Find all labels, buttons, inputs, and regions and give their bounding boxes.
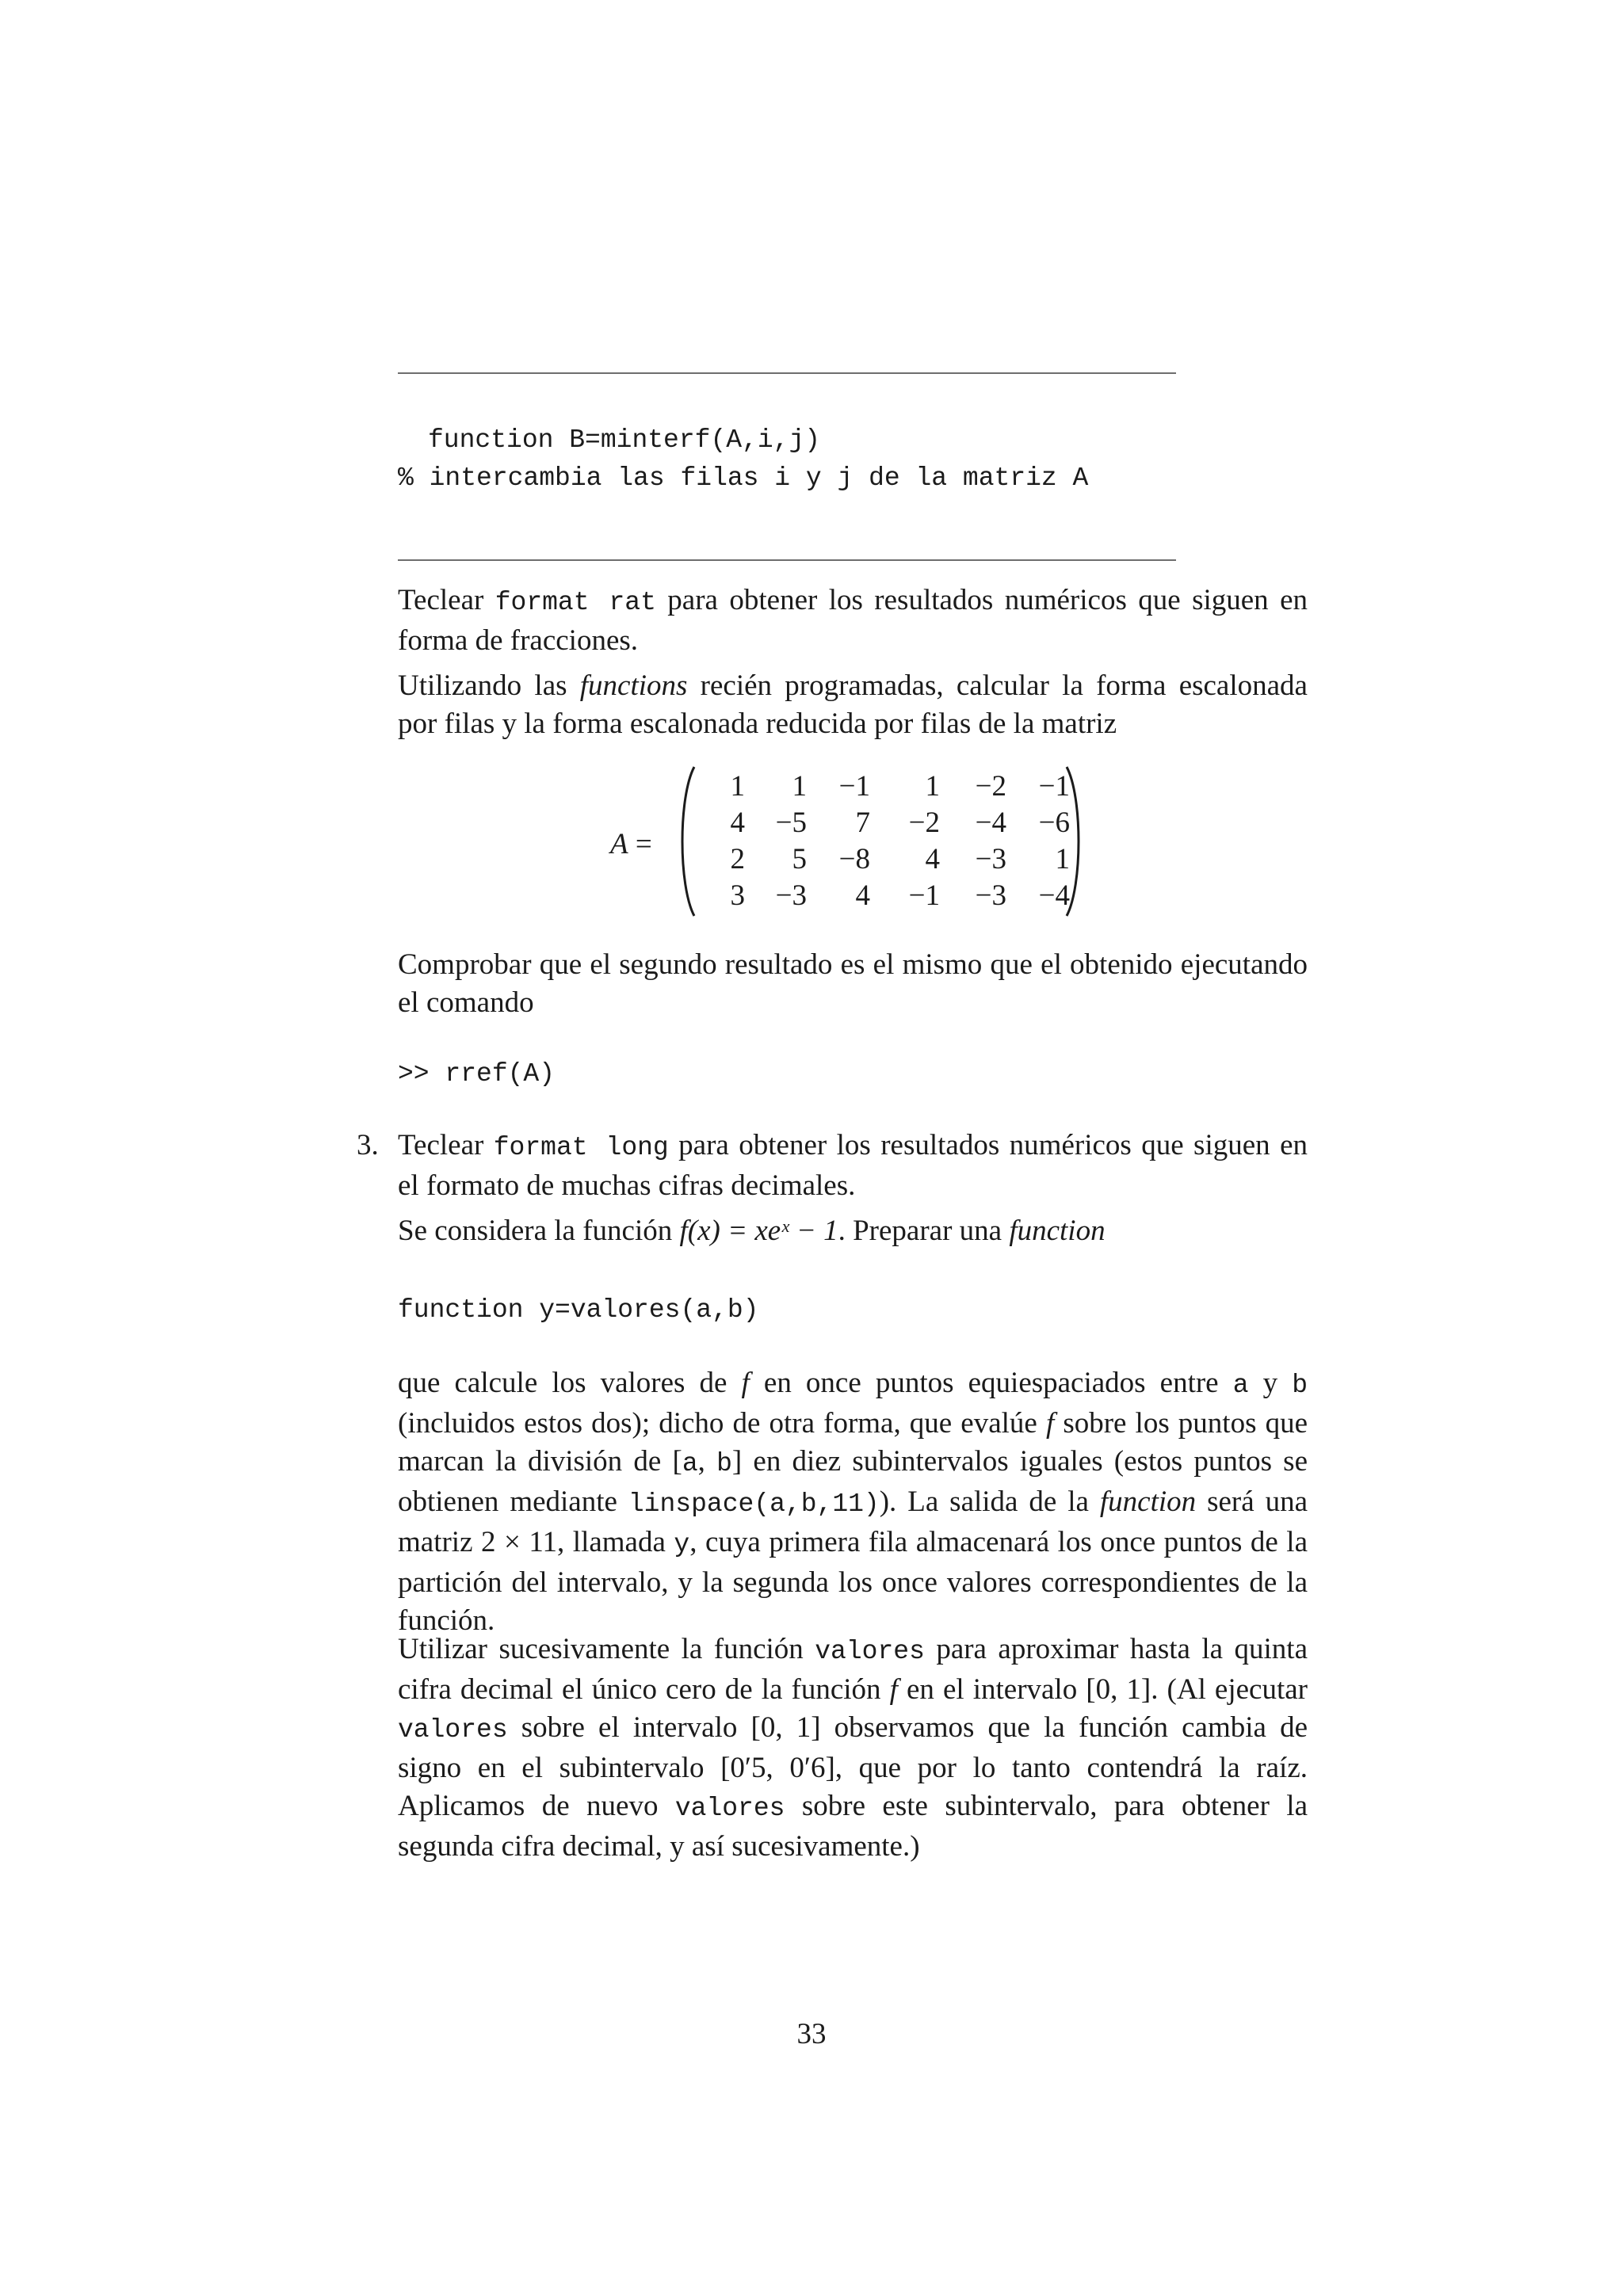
paragraph-utilizar: Utilizar sucesivamente la función valores para aproximar hasta la quinta cifra decimal el único cero de la función f en el intervalo [0, 1]. (Al ejecutar valores sobre el intervalo [0, 1] observamos que la función cambia de signo en el subintervalo [0′5, 0′6], que por lo tanto contendrá la raíz. Aplicamos de nuevo valores sobre este subintervalo, para obtener la segunda cifra decimal, y así sucesivamente.) <box>398 1633 1308 1863</box>
matrix-cell: −2 <box>908 807 940 839</box>
matrix-cell: 3 <box>730 879 745 912</box>
paragraph-comprobar: Comprobar que el segundo resultado es el mismo que el obtenido ejecutando el comando <box>398 948 1308 1019</box>
paragraph-functions: Utilizando las functions recién programadas, calcular la forma escalonada por filas y la forma escalonada reducida por filas de la matriz <box>398 669 1308 740</box>
matrix-cell: −3 <box>975 843 1006 875</box>
paragraph-se-considera: Se considera la función f(x) = xeˣ − 1. Preparar una function <box>398 1215 1106 1247</box>
inline-code-format-rat: format rat <box>495 588 656 617</box>
matrix-cell: −6 <box>1038 807 1070 839</box>
matrix-cell: 4 <box>925 843 940 875</box>
matrix-cell: −3 <box>975 879 1006 912</box>
matrix-cell: −1 <box>838 770 870 803</box>
code-valores: function y=valores(a,b) <box>398 1295 759 1325</box>
matrix-cell: 1 <box>1055 843 1070 875</box>
paragraph-que-calcule: que calcule los valores de f en once puntos equiespaciados entre a y b (incluidos estos dos); dicho de otra forma, que evalúe f sobre los puntos que marcan la división de [a, b] en diez subintervalos iguales (estos puntos se obtienen mediante linspace(a,b,11)). La salida de la function será una matriz 2 × 11, llamada y, cuya primera fila almacenará los once puntos de la partición del intervalo, y la segunda los once valores correspondientes de la función. <box>398 1367 1308 1637</box>
code-line-comment: % intercambia las filas i y j de la matriz A <box>398 463 1089 493</box>
paragraph-format-rat: Teclear format rat para obtener los resultados numéricos que siguen en forma de fracciones. <box>398 584 1308 657</box>
matrix-cell: 4 <box>855 879 870 912</box>
matrix-cell: 1 <box>925 770 940 803</box>
matrix-cell: −4 <box>975 807 1006 839</box>
matrix-cell: −8 <box>838 843 870 875</box>
matrix-a <box>610 765 1102 924</box>
matrix-cell: 1 <box>792 770 807 803</box>
matrix-cell: 5 <box>792 843 807 875</box>
matrix-cell: 1 <box>730 770 745 803</box>
matrix-cell: 7 <box>855 807 870 839</box>
matrix-cell: −4 <box>1038 879 1070 912</box>
inline-code-format-long: format long <box>493 1133 669 1162</box>
top-rule <box>398 372 1176 374</box>
matrix-label: A = <box>610 828 652 860</box>
inline-code-linspace: linspace(a,b,11) <box>628 1489 880 1519</box>
matrix-cell: 2 <box>730 843 745 875</box>
right-paren <box>1064 765 1087 917</box>
math-function-f: f(x) = xeˣ − 1 <box>679 1215 838 1247</box>
paragraph-format-long: Teclear format long para obtener los resultados numéricos que siguen en el formato de muchas cifras decimales. <box>398 1129 1308 1202</box>
list-number-3: 3. <box>357 1129 379 1161</box>
code-line-function-def: function B=minterf(A,i,j) <box>428 425 821 455</box>
inline-code-valores: valores <box>815 1637 925 1666</box>
matrix-cell: −1 <box>1038 770 1070 803</box>
left-paren <box>674 765 697 917</box>
matrix-cell: 4 <box>730 807 745 839</box>
matrix-cell: −1 <box>908 879 940 912</box>
bottom-rule <box>398 559 1176 561</box>
matrix-cell: −2 <box>975 770 1006 803</box>
matrix-cell: −3 <box>775 879 807 912</box>
matrix-cell: −5 <box>775 807 807 839</box>
command-rref: >> rref(A) <box>398 1059 556 1089</box>
page-number: 33 <box>796 2018 827 2050</box>
